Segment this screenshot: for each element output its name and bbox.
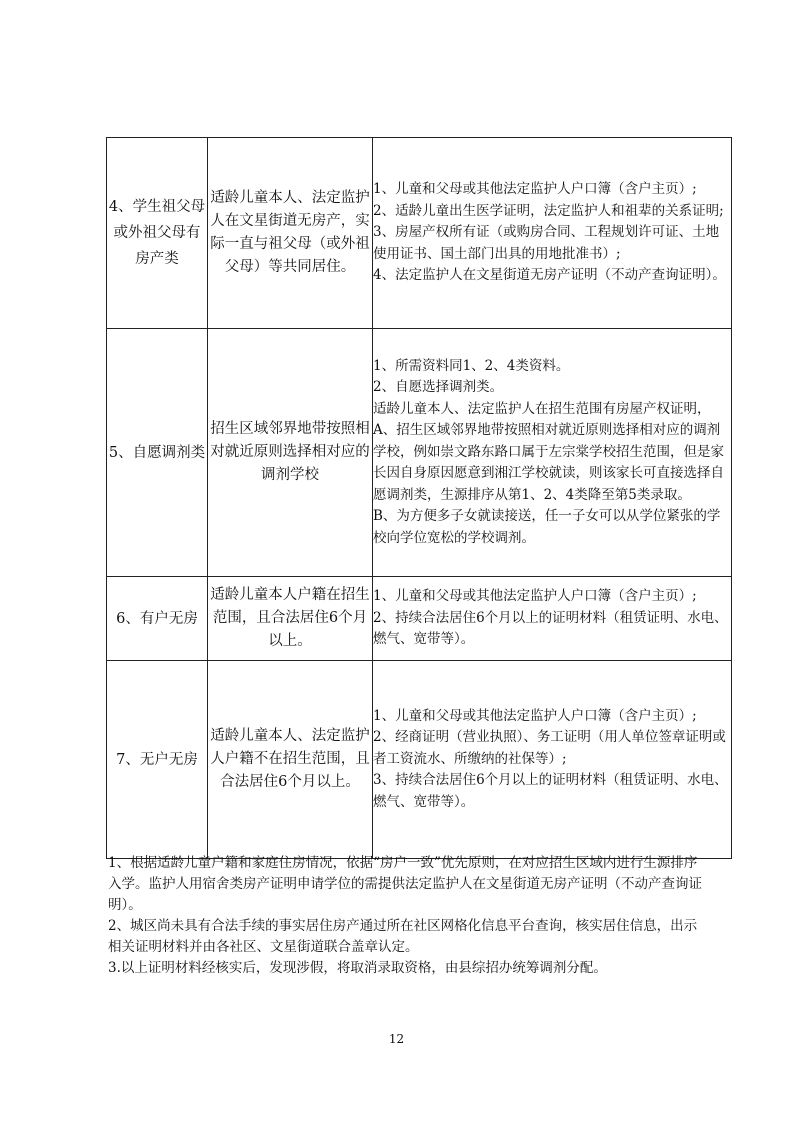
material-item: 1、儿童和父母或其他法定监护人户口簿（含户主页）; <box>373 707 697 724</box>
materials-cell <box>373 138 732 329</box>
material-item: 2、自愿选择调剂类。 <box>373 379 504 396</box>
material-item: 2、持续合法居住6个月以上的证明材料（租赁证明、水电、燃气、宽带等）。 <box>373 609 728 648</box>
category-cell: 5、自愿调剂类 <box>107 329 208 577</box>
material-item: 2、适龄儿童出生医学证明，法定监护人和祖辈的关系证明; <box>373 202 724 219</box>
condition-cell: 适龄儿童本人、法定监护人在文星街道无房产，实际一直与祖父母（或外祖父母）等共同居住。 <box>208 138 373 329</box>
footnotes <box>108 853 708 979</box>
category-cell: 7、无户无房 <box>107 661 208 859</box>
material-item: B、为方便多子女就读接送，任一子女可以从学位紧张的学校向学位宽松的学校调剂。 <box>373 508 721 546</box>
footnote-item: 1、根据适龄儿童户籍和家庭住房情况，依据“房户一致”优先原则，在对应招生区域内进行生源排序入学。监护人用宿舍类房产证明申请学位的需提供法定监护人在文星街道无房产证明（不动产查询证明）。 <box>108 855 702 913</box>
table-row <box>107 329 732 577</box>
material-item: 适龄儿童本人、法定监护人在招生范围有房屋产权证明， <box>373 400 711 417</box>
table-row <box>107 138 732 329</box>
page-number: 12 <box>388 1032 405 1046</box>
condition-cell: 招生区域邻界地带按照相对就近原则选择相对应的调剂学校 <box>208 329 373 577</box>
enrollment-requirements-table <box>106 137 732 859</box>
material-item: 3、持续合法居住6个月以上的证明材料（租赁证明、水电、燃气、宽带等）。 <box>373 772 728 810</box>
material-item: 3、房屋产权所有证（或购房合同、工程规划许可证、土地使用证书、国土部门出具的用地批准书）; <box>373 224 720 262</box>
footnote-item: 3.以上证明材料经核实后，发现涉假，将取消录取资格，由县综招办统筹调剂分配。 <box>108 960 607 976</box>
materials-cell <box>373 577 732 661</box>
material-item: 2、经商证明（营业执照）、务工证明（用人单位签章证明或者工资流水、所缴纳的社保等）; <box>373 729 726 767</box>
table-row <box>107 661 732 859</box>
footnote-item: 2、城区尚未具有合法手续的事实居住房产通过所在社区网格化信息平台查询，核实居住信息，出示相关证明材料并由各社区、文星街道联合盖章认定。 <box>108 918 698 955</box>
materials-cell <box>373 329 732 577</box>
material-item: 1、儿童和父母或其他法定监护人户口簿（含户主页）; <box>373 181 697 198</box>
material-item: 1、儿童和父母或其他法定监护人户口簿（含户主页）; <box>373 588 697 605</box>
material-item: 1、所需资料同1、2、4类资料。 <box>373 357 570 374</box>
material-item: A、招生区域邻界地带按照相对就近原则选择相对应的调剂学校，例如崇文路东路口属于左宗棠学校招生范围，但是家长因自身原因愿意到湘江学校就读，则该家长可直接选择自愿调剂类，生源排序从第1、2、4类降至第5类录取。 <box>373 422 724 503</box>
table-row <box>107 577 732 661</box>
category-cell: 4、学生祖父母或外祖父母有房产类 <box>107 138 208 329</box>
materials-cell <box>373 661 732 859</box>
material-item: 4、法定监护人在文星街道无房产证明（不动产查询证明）。 <box>373 267 726 284</box>
condition-cell: 适龄儿童本人、法定监护人户籍不在招生范围，且合法居住6个月以上。 <box>208 661 373 859</box>
category-cell: 6、有户无房 <box>107 577 208 661</box>
condition-cell: 适龄儿童本人户籍在招生范围，且合法居住6个月以上。 <box>208 577 373 661</box>
